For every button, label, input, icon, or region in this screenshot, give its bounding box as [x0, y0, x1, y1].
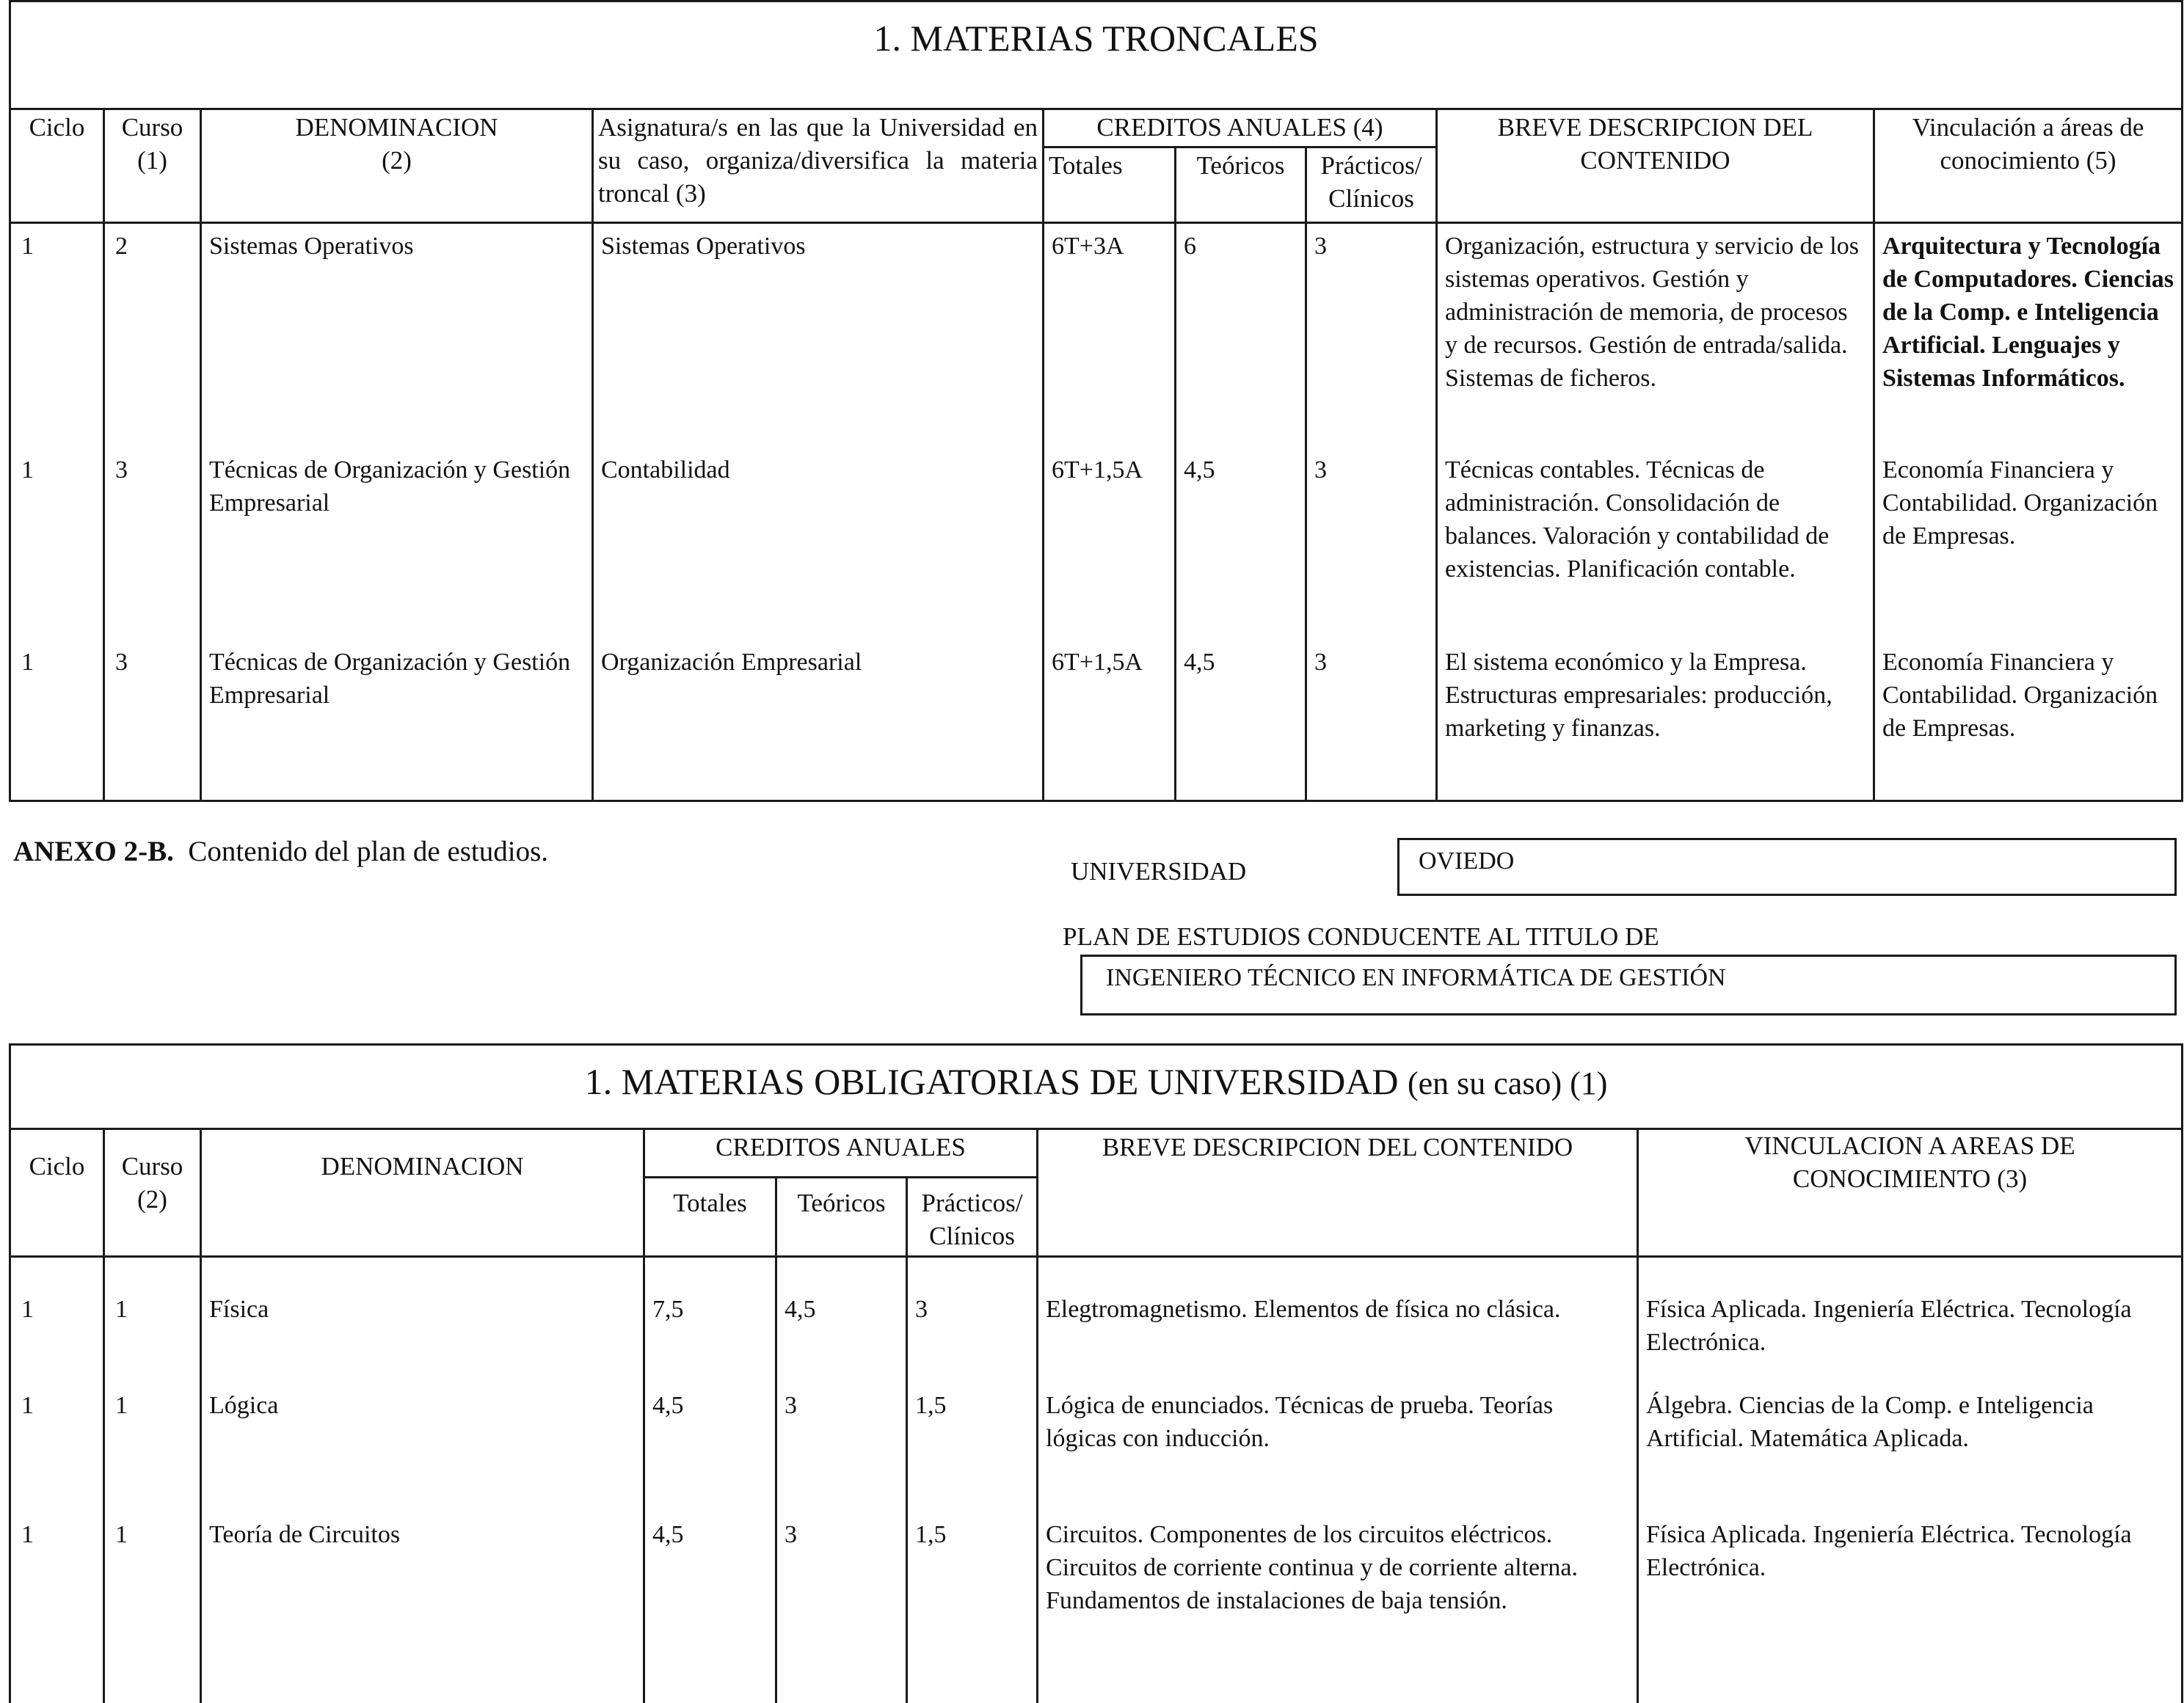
cell-denominacion: Técnicas de Organización y Gestión Empresarial	[201, 640, 593, 801]
table-row	[10, 640, 2183, 801]
cell-denominacion: Física	[201, 1257, 644, 1383]
cell-ciclo: 1	[10, 448, 104, 640]
cell-curso: 3	[104, 640, 201, 801]
header-ciclo: Ciclo	[10, 109, 104, 223]
cell-practicos: 3	[1306, 640, 1437, 801]
troncales-table	[9, 0, 2183, 802]
cell-descripcion: Técnicas contables. Técnicas de administración. Consolidación de balances. Valoración y contabilidad de existencias. Planificación contable.	[1437, 448, 1874, 640]
header-denominacion	[201, 109, 593, 223]
cell-teoricos: 3	[776, 1383, 907, 1512]
table-row	[10, 1383, 2183, 1512]
header-ciclo: Ciclo	[10, 1129, 104, 1257]
header-creditos: CREDITOS ANUALES	[644, 1129, 1038, 1178]
cell-descripcion: El sistema económico y la Empresa. Estructuras empresariales: producción, marketing y finanzas.	[1437, 640, 1874, 801]
cell-descripcion: Circuitos. Componentes de los circuitos eléctricos. Circuitos de corriente continua y de corriente alterna. Fundamentos de instalaciones de baja tensión.	[1038, 1512, 1638, 1703]
cell-descripcion: Organización, estructura y servicio de los sistemas operativos. Gestión y administración de memoria, de procesos y de recursos. Gestión de entrada/salida. Sistemas de ficheros.	[1437, 222, 1874, 448]
cell-teoricos: 4,5	[1176, 640, 1306, 801]
cell-asignatura: Sistemas Operativos	[593, 222, 1044, 448]
plan-label: PLAN DE ESTUDIOS CONDUCENTE AL TITULO DE	[1063, 922, 1659, 951]
cell-denominacion: Sistemas Operativos	[201, 222, 593, 448]
obligatorias-title-suffix: (en su caso) (1)	[1407, 1065, 1608, 1101]
cell-practicos: 1,5	[907, 1512, 1038, 1703]
titulo-field	[1080, 955, 2177, 1015]
table-row	[10, 222, 2183, 448]
cell-curso: 1	[104, 1383, 201, 1512]
cell-asignatura: Organización Empresarial	[593, 640, 1044, 801]
cell-ciclo: 1	[10, 222, 104, 448]
cell-teoricos: 4,5	[1176, 448, 1306, 640]
annex-label: ANEXO 2-B.	[13, 836, 174, 867]
cell-totales: 4,5	[644, 1383, 776, 1512]
header-descripcion: BREVE DESCRIPCION DEL CONTENIDO	[1038, 1129, 1638, 1257]
header-teoricos: Teóricos	[1176, 147, 1306, 222]
cell-teoricos: 3	[776, 1512, 907, 1703]
header-totales: Totales	[1044, 147, 1176, 222]
cell-vinculacion: Economía Financiera y Contabilidad. Organización de Empresas.	[1874, 640, 2183, 801]
cell-descripcion: Lógica de enunciados. Técnicas de prueba. Teorías lógicas con inducción.	[1038, 1383, 1638, 1512]
cell-totales: 6T+1,5A	[1044, 640, 1176, 801]
cell-vinculacion: Física Aplicada. Ingeniería Eléctrica. Tecnología Electrónica.	[1638, 1257, 2183, 1383]
cell-curso: 1	[104, 1512, 201, 1703]
cell-curso: 2	[104, 222, 201, 448]
annex-text: Contenido del plan de estudios.	[188, 836, 549, 867]
titulo-value: INGENIERO TÉCNICO EN INFORMÁTICA DE GESTIÓN	[1106, 964, 1726, 991]
vinculacion-text: Arquitectura y Tecnología de Computadores. Ciencias de la Comp. e Inteligencia Artificial. Lenguajes y Sistemas Informáticos.	[1882, 232, 2174, 392]
cell-ciclo: 1	[10, 1257, 104, 1383]
cell-vinculacion: Física Aplicada. Ingeniería Eléctrica. Tecnología Electrónica.	[1638, 1512, 2183, 1703]
cell-teoricos: 6	[1176, 222, 1306, 448]
header-vinculacion: Vinculación a áreas de conocimiento (5)	[1874, 109, 2183, 223]
header-curso	[104, 109, 201, 223]
cell-ciclo: 1	[10, 1383, 104, 1512]
cell-totales: 6T+3A	[1044, 222, 1176, 448]
obligatorias-title-main: 1. MATERIAS OBLIGATORIAS DE UNIVERSIDAD	[584, 1061, 1399, 1102]
cell-teoricos: 4,5	[776, 1257, 907, 1383]
cell-practicos: 3	[1306, 222, 1437, 448]
header-practicos: Prácticos/ Clínicos	[1306, 147, 1437, 222]
universidad-field	[1397, 838, 2177, 896]
cell-curso: 3	[104, 448, 201, 640]
header-creditos: CREDITOS ANUALES (4)	[1044, 109, 1437, 147]
table-row	[10, 448, 2183, 640]
cell-practicos: 3	[907, 1257, 1038, 1383]
cell-totales: 4,5	[644, 1512, 776, 1703]
header-vinculacion: VINCULACION A AREAS DE CONOCIMIENTO (3)	[1638, 1129, 2183, 1257]
header-curso-note: (2)	[137, 1184, 167, 1214]
universidad-value: OVIEDO	[1419, 847, 1515, 875]
cell-denominacion: Teoría de Circuitos	[201, 1512, 644, 1703]
cell-descripcion: Elegtromagnetismo. Elementos de física no clásica.	[1038, 1257, 1638, 1383]
header-denominacion-note: (2)	[382, 145, 412, 175]
cell-denominacion: Lógica	[201, 1383, 644, 1512]
obligatorias-title	[10, 1045, 2183, 1129]
cell-vinculacion: Álgebra. Ciencias de la Comp. e Inteligencia Artificial. Matemática Aplicada.	[1638, 1383, 2183, 1512]
cell-vinculacion	[1874, 222, 2183, 448]
cell-totales: 6T+1,5A	[1044, 448, 1176, 640]
cell-ciclo: 1	[10, 1512, 104, 1703]
cell-asignatura: Contabilidad	[593, 448, 1044, 640]
header-asignatura: Asignatura/s en las que la Universidad en su caso, organiza/diversifica la materia troncal (3)	[593, 109, 1044, 223]
header-teoricos: Teóricos	[776, 1178, 907, 1257]
header-denominacion-label: DENOMINACION	[295, 113, 498, 142]
header-practicos: Prácticos/ Clínicos	[907, 1178, 1038, 1257]
obligatorias-table	[9, 1043, 2183, 1703]
header-curso-label: Curso	[121, 113, 183, 142]
cell-vinculacion: Economía Financiera y Contabilidad. Organización de Empresas.	[1874, 448, 2183, 640]
universidad-label: UNIVERSIDAD	[1071, 857, 1247, 886]
table-row	[10, 1512, 2183, 1703]
header-curso	[104, 1129, 201, 1257]
cell-ciclo: 1	[10, 640, 104, 801]
troncales-title: 1. MATERIAS TRONCALES	[10, 1, 2183, 109]
header-denominacion: DENOMINACION	[201, 1129, 644, 1257]
cell-totales: 7,5	[644, 1257, 776, 1383]
cell-curso: 1	[104, 1257, 201, 1383]
cell-practicos: 1,5	[907, 1383, 1038, 1512]
header-totales: Totales	[644, 1178, 776, 1257]
table-row	[10, 1257, 2183, 1383]
annex-heading	[13, 835, 548, 868]
cell-practicos: 3	[1306, 448, 1437, 640]
header-descripcion: BREVE DESCRIPCION DEL CONTENIDO	[1437, 109, 1874, 223]
cell-denominacion: Técnicas de Organización y Gestión Empresarial	[201, 448, 593, 640]
header-curso-label: Curso	[121, 1152, 183, 1181]
header-curso-note: (1)	[137, 145, 167, 175]
